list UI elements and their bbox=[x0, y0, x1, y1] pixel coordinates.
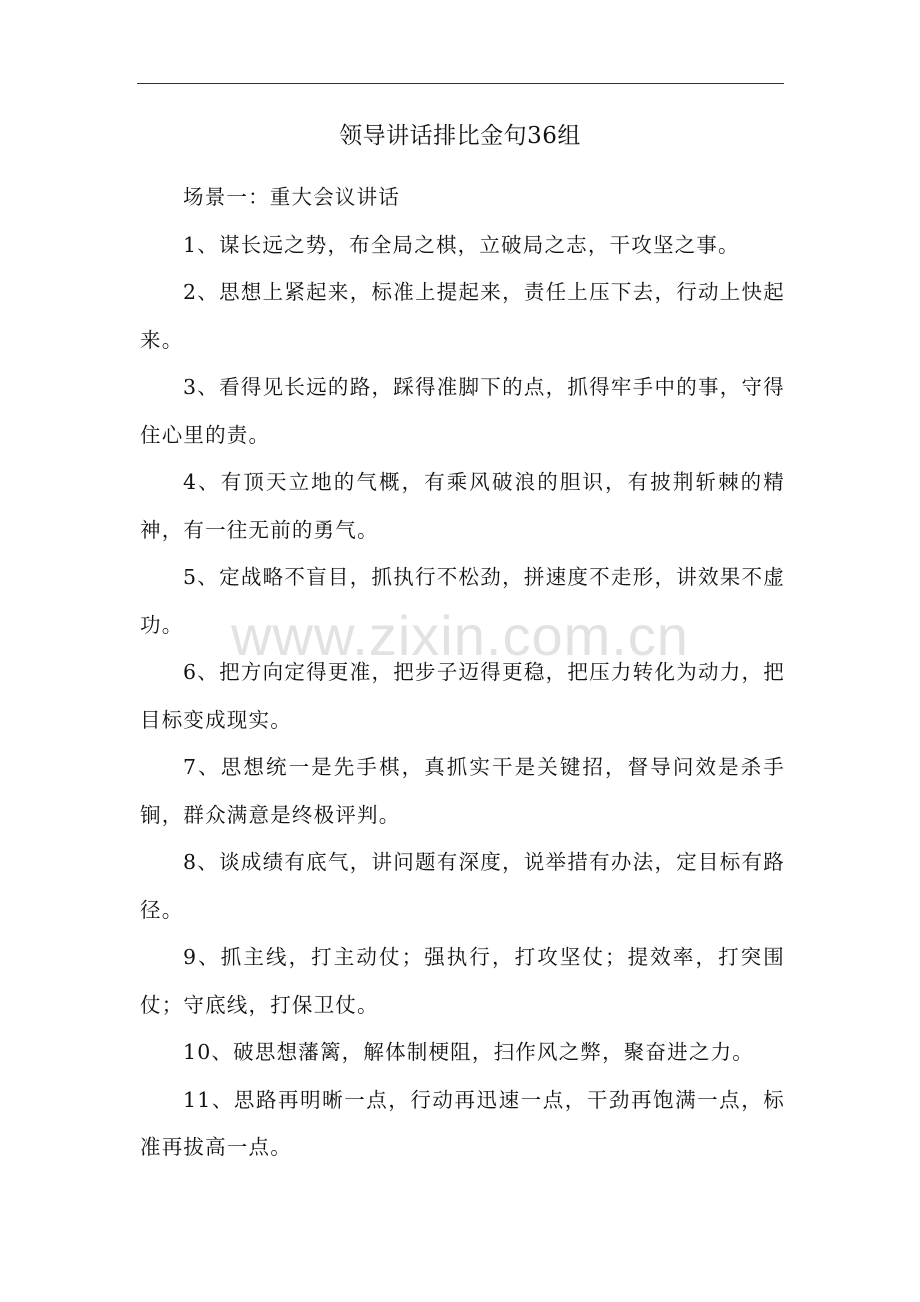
document-body bbox=[140, 174, 785, 1172]
list-item: 3、看得见长远的路，踩得准脚下的点，抓得牢手中的事，守得住心里的责。 bbox=[140, 375, 785, 447]
list-item: 8、谈成绩有底气，讲问题有深度，说举措有办法，定目标有路径。 bbox=[140, 850, 785, 922]
list-item: 1、谋长远之势，布全局之棋，立破局之志，干攻坚之事。 bbox=[183, 232, 740, 257]
list-item: 4、有顶天立地的气概，有乘风破浪的胆识，有披荆斩棘的精神，有一往无前的勇气。 bbox=[140, 470, 785, 542]
watermark: www.zixin.com.cn bbox=[231, 604, 689, 667]
list-item: 11、思路再明晰一点，行动再迅速一点，干劲再饱满一点，标准再拔高一点。 bbox=[140, 1087, 785, 1159]
document-title: 领导讲话排比金句36组 bbox=[339, 123, 581, 149]
header-rule bbox=[137, 83, 784, 84]
list-item: 7、思想统一是先手棋，真抓实干是关键招，督导问效是杀手锏，群众满意是终极评判。 bbox=[140, 755, 785, 827]
scene-heading: 场景一：重大会议讲话 bbox=[183, 185, 400, 209]
list-item: 5、定战略不盲目，抓执行不松劲，拼速度不走形，讲效果不虚功。 bbox=[140, 565, 785, 637]
list-item: 2、思想上紧起来，标准上提起来，责任上压下去，行动上快起来。 bbox=[140, 280, 785, 352]
list-item: 10、破思想藩篱，解体制梗阻，扫作风之弊，聚奋进之力。 bbox=[183, 1040, 754, 1064]
list-item: 9、抓主线，打主动仗；强执行，打攻坚仗；提效率，打突围仗；守底线，打保卫仗。 bbox=[140, 945, 785, 1017]
list-item: 6、把方向定得更准，把步子迈得更稳，把压力转化为动力，把目标变成现实。 bbox=[140, 660, 785, 732]
